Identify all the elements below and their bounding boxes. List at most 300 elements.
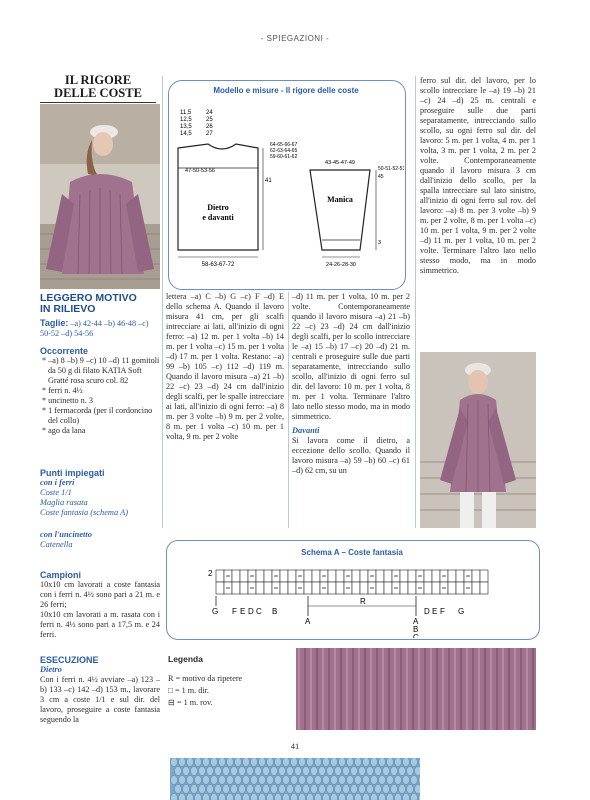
column-divider <box>162 76 163 528</box>
stitch-cell <box>304 570 312 582</box>
knit-loop <box>287 785 294 794</box>
sleeve-height-label: 50-51-52-53 <box>378 166 404 172</box>
knit-loop <box>243 794 250 800</box>
legend-item-purl: ⊟ = 1 m. rov. <box>168 698 213 707</box>
schema-chart <box>176 560 532 638</box>
knit-loop <box>407 785 414 794</box>
knit-loop <box>187 794 194 800</box>
measurements-title: Modello e misure - Il rigore delle coste <box>213 86 359 95</box>
knit-loop <box>279 767 286 776</box>
instructions-column-3 <box>292 292 410 476</box>
knit-loop <box>347 758 354 767</box>
knit-loop <box>235 794 242 800</box>
knit-loop <box>355 776 362 785</box>
knit-loop <box>335 785 342 794</box>
stitch-cell <box>376 582 384 594</box>
knit-loop <box>291 758 298 767</box>
knit-loop <box>403 758 410 767</box>
stitches-heading: Punti impiegati <box>40 468 105 478</box>
stitch-cell <box>304 582 312 594</box>
sleeve-outline <box>310 170 370 250</box>
letter-c-left: C <box>256 607 262 616</box>
knit-loop <box>291 794 298 800</box>
stitch-cell <box>232 582 240 594</box>
knit-loop <box>331 776 338 785</box>
bottom-knit-band <box>170 758 420 800</box>
knit-loop <box>195 794 202 800</box>
knit-loop <box>275 776 282 785</box>
knit-loop <box>283 776 290 785</box>
stitch-cell <box>456 582 464 594</box>
stitch-cell <box>312 570 320 582</box>
knit-loop <box>415 767 421 776</box>
knit-loop <box>171 758 178 767</box>
knit-loop <box>227 794 234 800</box>
model-photo-right <box>420 352 536 528</box>
neck-depth-label: 12,5 <box>180 117 192 123</box>
subtitle-line-1: LEGGERO MOTIVO <box>40 292 137 304</box>
knit-loop <box>367 785 374 794</box>
stitch-cell <box>360 582 368 594</box>
knit-loop <box>251 776 258 785</box>
knit-loop <box>275 758 282 767</box>
neck-width-label: 26 <box>206 124 213 130</box>
knit-loop <box>243 758 250 767</box>
stitch-cell <box>256 570 264 582</box>
knit-loop <box>399 767 406 776</box>
knit-loop <box>395 794 402 800</box>
knit-loop <box>267 758 274 767</box>
sizes-text: –a) 42-44 –b) 46-48 –c) 50-52 –d) 54-56 <box>40 319 149 338</box>
knit-loop <box>199 785 206 794</box>
stitch-cell <box>240 582 248 594</box>
stitches-needles-heading: con i ferri <box>40 478 75 487</box>
knit-loop <box>339 776 346 785</box>
knit-loop <box>303 767 310 776</box>
legend-item-repeat: R = motivo da ripetere <box>168 674 243 683</box>
stitch-cell <box>352 582 360 594</box>
model-photo-left <box>40 104 160 289</box>
knit-loop <box>351 785 358 794</box>
knit-loop <box>351 767 358 776</box>
knit-loop <box>179 758 186 767</box>
knit-loop <box>371 776 378 785</box>
knit-loop <box>307 794 314 800</box>
letter-g-right: G <box>458 607 465 616</box>
knit-loop <box>171 794 178 800</box>
knit-loop <box>239 767 246 776</box>
body-bottom-label: 58-63-67-72 <box>201 262 235 268</box>
knit-loop <box>323 758 330 767</box>
knit-loop <box>339 758 346 767</box>
knit-loop <box>315 794 322 800</box>
knit-loop <box>195 776 202 785</box>
knit-loop <box>339 794 346 800</box>
knit-loop <box>251 794 258 800</box>
knit-loop <box>211 794 218 800</box>
letter-b-left: B <box>272 607 278 616</box>
stitch-cell <box>336 570 344 582</box>
knit-loop <box>187 776 194 785</box>
knit-loop <box>307 776 314 785</box>
knit-loop <box>299 776 306 785</box>
shoulder-label: 64-65-66-67 <box>270 142 298 148</box>
knit-loop <box>399 785 406 794</box>
front-heading: Davanti <box>292 426 320 435</box>
stitch-cell <box>408 570 416 582</box>
knit-loop <box>263 767 270 776</box>
knit-loop <box>263 785 270 794</box>
knit-loop <box>395 776 402 785</box>
stitch-cell <box>216 570 224 582</box>
knit-loop <box>335 767 342 776</box>
column-divider <box>288 292 289 528</box>
stitch-item: Coste 1/1 <box>40 488 72 497</box>
stitch-cell <box>312 582 320 594</box>
body-outline <box>178 144 258 250</box>
letter-b-right: B <box>413 625 419 634</box>
knit-loop <box>183 767 190 776</box>
knit-loop <box>259 758 266 767</box>
knit-loop <box>271 767 278 776</box>
knit-loop <box>247 767 254 776</box>
stitch-cell <box>400 582 408 594</box>
stitch-cell <box>216 582 224 594</box>
knit-loop <box>387 794 394 800</box>
knit-loop <box>223 785 230 794</box>
sleeve-cuff-label: 3 <box>378 240 382 246</box>
neck-width-label: 25 <box>206 117 213 123</box>
sizes-block <box>40 318 160 339</box>
gauge-block <box>40 570 160 640</box>
knit-loop <box>299 758 306 767</box>
knit-loop <box>315 776 322 785</box>
knit-loop <box>371 794 378 800</box>
knit-loop <box>415 785 421 794</box>
knit-loop <box>259 794 266 800</box>
stitch-grid <box>216 570 488 594</box>
repeat-bracket-label: R <box>360 597 366 606</box>
knit-loop <box>207 767 214 776</box>
pattern-subtitle <box>40 293 160 315</box>
knit-loop <box>375 767 382 776</box>
column-divider <box>415 76 416 528</box>
stitch-cell <box>384 570 392 582</box>
subtitle-line-2: IN RILIEVO <box>40 303 96 315</box>
stitch-cell <box>472 582 480 594</box>
back-text: Con i ferri n. 4½ avviare –a) 123 –b) 133 –c) 142 –d) 153 m., lavorare 3 cm a coste 1/1 e sul dir. del lavoro, proseguire a coste fantasia seguendo la <box>40 675 160 724</box>
stitch-cell <box>480 582 488 594</box>
knit-loop <box>227 776 234 785</box>
stitch-cell <box>288 582 296 594</box>
knit-loop <box>271 785 278 794</box>
stitch-cell <box>448 582 456 594</box>
execution-block <box>40 655 160 725</box>
body-label-2: e davanti <box>202 213 234 222</box>
watermark: PassionForum.ru <box>444 780 505 789</box>
knit-loop <box>343 767 350 776</box>
knit-loop <box>391 767 398 776</box>
knit-loop <box>247 785 254 794</box>
knit-loop <box>223 767 230 776</box>
knit-loop <box>239 785 246 794</box>
knit-loop <box>323 776 330 785</box>
knit-loop <box>331 758 338 767</box>
knit-loop <box>411 758 418 767</box>
knit-loop <box>411 776 418 785</box>
schema-svg <box>176 560 532 638</box>
stitch-cell <box>448 570 456 582</box>
gauge-text-1: 10x10 cm lavorati a coste fantasia con i ferri n. 4½ sono pari a 21 m. e 26 ferri; <box>40 580 160 609</box>
knit-loop <box>195 758 202 767</box>
knit-loop <box>267 776 274 785</box>
knit-loop <box>387 776 394 785</box>
schema-title: Schema A – Coste fantasia <box>301 548 403 557</box>
body-width-label: 47-50-53-56 <box>185 168 215 174</box>
page-title <box>40 74 156 100</box>
measurements-diagram <box>170 100 404 280</box>
stitch-cell <box>408 582 416 594</box>
knit-loop <box>371 758 378 767</box>
materials-block <box>40 346 160 436</box>
knit-loop <box>215 767 222 776</box>
knit-loop <box>295 767 302 776</box>
knit-loop <box>367 767 374 776</box>
swatch-photo <box>296 648 536 730</box>
stitch-cell <box>328 570 336 582</box>
sleeve-top-label: 43-45-47-49 <box>325 160 355 166</box>
stitch-cell <box>264 582 272 594</box>
knit-loop <box>211 758 218 767</box>
knit-loop <box>199 767 206 776</box>
execution-heading: ESECUZIONE <box>40 655 99 665</box>
knit-loop <box>407 767 414 776</box>
stitch-cell <box>480 570 488 582</box>
stitch-cell <box>240 570 248 582</box>
knit-loop <box>383 767 390 776</box>
stitch-cell <box>360 570 368 582</box>
stitch-cell <box>280 582 288 594</box>
knit-loop <box>307 758 314 767</box>
knit-loop <box>203 758 210 767</box>
knit-loop <box>219 776 226 785</box>
letter-d-right: D <box>424 607 430 616</box>
materials-item: * –a) 8 –b) 9 –c) 10 –d) 11 gomitoli da 50 g di filato KATIA Soft Gratté rosa scuro col. 82 <box>42 356 160 385</box>
knit-loop <box>175 785 182 794</box>
knit-loop <box>403 794 410 800</box>
knit-loop <box>315 758 322 767</box>
stitch-cell <box>264 570 272 582</box>
knit-loop <box>187 758 194 767</box>
knit-loop <box>243 776 250 785</box>
knit-loop <box>311 767 318 776</box>
knit-loop <box>231 785 238 794</box>
stitches-block <box>40 468 160 550</box>
knit-loop <box>283 794 290 800</box>
sleeve-label: Manica <box>327 195 353 204</box>
knit-loop <box>255 785 262 794</box>
stitches-crochet-heading: con l'uncinetto <box>40 530 92 539</box>
letter-a-right: A <box>413 617 419 626</box>
stitch-cell <box>456 570 464 582</box>
knit-loop <box>259 776 266 785</box>
knit-loop <box>379 758 386 767</box>
back-heading: Dietro <box>40 665 62 674</box>
knit-loop <box>347 776 354 785</box>
neck-depth-label: 14,5 <box>180 131 192 137</box>
knit-loop <box>191 767 198 776</box>
title-line-1: IL RIGORE <box>64 73 132 87</box>
knit-loop <box>283 758 290 767</box>
letter-e-right: E <box>432 607 438 616</box>
title-line-2: DELLE COSTE <box>54 86 142 100</box>
legend-item-knit: □ = 1 m. dir. <box>168 686 209 695</box>
knit-loop <box>311 785 318 794</box>
neck-depth-label: 11,5 <box>180 110 192 116</box>
knit-loop <box>303 785 310 794</box>
materials-heading: Occorrente <box>40 346 89 356</box>
knit-loop <box>235 758 242 767</box>
knit-loop <box>279 785 286 794</box>
knit-loop <box>403 776 410 785</box>
letter-e-left: E <box>240 607 246 616</box>
stitch-cell <box>336 582 344 594</box>
knit-loop <box>231 767 238 776</box>
materials-item: * 1 fermacorda (per il cordoncino del collo) <box>42 406 153 425</box>
stitch-cell <box>376 570 384 582</box>
knit-loop <box>363 776 370 785</box>
col3-text: –d) 11 m. per 1 volta, 10 m. per 2 volte. Contemporaneamente quando il lavoro misura –a) 21 –b) 22 –c) 23 –d) 24 cm dall'inizio degli scalfi, per lo scollo intrecciare le –a) 15 –b) 17 –c) 20 –d) 21 m. centrali e proseguire sulle due parti separatamente, intrecciando sullo scollo, all'inizio di ogni ferro sul dir. del lavoro: 10 m. per 1 volta, 8 m. per 1 volta. Terminare l'altro lato nello stesso modo, ma in modo simmetrico. <box>292 292 410 421</box>
materials-item: * ferri n. 4½ <box>42 386 83 395</box>
shoulder-label: 59-60-61-62 <box>270 154 298 160</box>
stitch-item: Coste fantasia (schema A) <box>40 508 129 517</box>
knit-loop <box>359 785 366 794</box>
sizes-label: Taglie: <box>40 318 69 328</box>
stitch-item: Maglia rasata <box>40 498 88 507</box>
instructions-column-2: lettera –a) C –b) G –c) F –d) E dello schema A. Quando il lavoro misura 41 cm, per gli scalfi intrecciare ai lati, all'inizio di ogni ferro: –a) 12 m. per 1 volta –b) 14 m. per 1 volta –c) 15 m. per 1 volta –d) 17 m. per 1 volta. Restano: –a) 99 –b) 105 –c) 112 –d) 119 m. Quando il lavoro misura –a) 21 –b) 22 –c) 23 –d) 24 cm dall'inizio degli scalfi, per le spalle intrecciare ai lati, all'inizio di ogni ferro: –a) 8 m. per 3 volte –b) 9 m. per 2 volte, 8 m. per 1 volta –c) 10 m. per 1 volta, 9 m. per 2 volte <box>166 292 284 441</box>
knit-loop <box>227 758 234 767</box>
knit-loop <box>251 758 258 767</box>
stitch-cell <box>432 582 440 594</box>
stitch-cell <box>232 570 240 582</box>
page-number: 41 <box>290 741 300 751</box>
stitch-cell <box>424 582 432 594</box>
neck-width-label: 24 <box>206 110 213 116</box>
row-label-2: 2 <box>208 569 213 578</box>
body-height-label: 41 <box>265 178 272 184</box>
knit-loop <box>295 785 302 794</box>
knit-loop <box>179 794 186 800</box>
stitch-cell <box>400 570 408 582</box>
knit-loop <box>255 767 262 776</box>
knit-loop <box>391 785 398 794</box>
stitch-cell <box>288 570 296 582</box>
stitch-cell <box>328 582 336 594</box>
knit-loop <box>363 794 370 800</box>
knit-loop <box>219 794 226 800</box>
knit-loop <box>355 794 362 800</box>
knit-loop <box>267 794 274 800</box>
knit-loop <box>355 758 362 767</box>
knit-loop <box>343 785 350 794</box>
knit-loop <box>327 767 334 776</box>
knit-loop <box>395 758 402 767</box>
knit-loop <box>327 785 334 794</box>
knit-loop <box>171 776 178 785</box>
stitch-cell <box>352 570 360 582</box>
knit-loop <box>275 794 282 800</box>
sleeve-bottom-label: 24-26-28-30 <box>326 262 356 268</box>
knit-loop <box>287 767 294 776</box>
legend-heading: Legenda <box>168 654 203 664</box>
knit-loop <box>323 794 330 800</box>
knit-loop <box>183 785 190 794</box>
section-header: - SPIEGAZIONI - <box>260 34 330 43</box>
letter-d-left: D <box>248 607 254 616</box>
knit-loop <box>299 794 306 800</box>
neck-width-label: 27 <box>206 131 213 137</box>
front-text: Si lavora come il dietro, a eccezione dello scollo. Quando il lavoro misura –a) 59 –b) 60 –c) 61 –d) 62 cm, su un <box>292 436 410 475</box>
knit-loop <box>379 794 386 800</box>
knit-loop <box>215 785 222 794</box>
stitch-cell <box>424 570 432 582</box>
knit-loop <box>191 785 198 794</box>
neck-depth-label: 13,5 <box>180 124 192 130</box>
letter-a-left: A <box>305 617 311 626</box>
knit-loop <box>219 758 226 767</box>
knit-loop <box>375 785 382 794</box>
stitch-item: Catenella <box>40 540 73 549</box>
body-label-1: Dietro <box>207 203 229 212</box>
schematic-svg <box>170 100 404 280</box>
knit-loop <box>203 794 210 800</box>
materials-item: * uncinetto n. 3 <box>42 396 93 405</box>
knit-loop <box>347 794 354 800</box>
instructions-column-4: ferro sul dir. del lavoro, per lo scollo intrecciare le –a) 19 –b) 21 –c) 24 –d) 25 m. centrali e proseguire sulle due parti separatamente, intrecciando sullo scollo, su ogni ferro sul dir. del lavoro: 5 m. per 1 volta, 4 m. per 1 volta, 3 m. per 1 volta, 2 m. per 2 volte. Contemporaneamente quando il lavoro misura 3 cm dall'inizio dello scollo, per la spalla intrecciare sul lato sinistro, all'inizio di ogni ferro sul rov. del lavoro: –a) 8 m. per 3 volte –b) 9 m. per 2 volte, 8 m. per 1 volta –c) 10 m. per 1 volta, 9 m. per 2 volte –d) 11 m. per 1 volta, 10 m. per 2 volte. Terminare l'altro lato nello stesso modo, ma in modo simmetrico. <box>420 76 536 275</box>
letter-f-left: F <box>232 607 237 616</box>
knit-loop <box>211 776 218 785</box>
title-rule <box>40 102 156 103</box>
knit-loop <box>207 785 214 794</box>
knit-loop <box>203 776 210 785</box>
knit-loop <box>383 785 390 794</box>
stitch-cell <box>432 570 440 582</box>
materials-item: * ago da lana <box>42 426 86 435</box>
knit-loop <box>387 758 394 767</box>
knit-loop <box>359 767 366 776</box>
gauge-text-2: 10x10 cm lavorati a m. rasata con i ferri n. 4½ sono pari a 17,5 m. e 24 ferri. <box>40 610 160 639</box>
stitch-cell <box>384 582 392 594</box>
stitch-cell <box>280 570 288 582</box>
letter-c-right: C <box>413 633 419 638</box>
knit-loop <box>331 794 338 800</box>
knit-loop <box>411 794 418 800</box>
knit-loop <box>235 776 242 785</box>
knit-loop <box>175 767 182 776</box>
knit-loop <box>179 776 186 785</box>
letter-g-left: G <box>212 607 219 616</box>
knit-loop <box>319 785 326 794</box>
gauge-heading: Campioni <box>40 570 82 580</box>
sleeve-height-label-2: 45 <box>378 174 384 180</box>
letter-f-right: F <box>440 607 445 616</box>
knit-loop <box>379 776 386 785</box>
stitch-cell <box>256 582 264 594</box>
shoulder-label: 62-63-64-65 <box>270 148 298 154</box>
knit-loop <box>363 758 370 767</box>
knit-loop <box>319 767 326 776</box>
knit-loop <box>291 776 298 785</box>
